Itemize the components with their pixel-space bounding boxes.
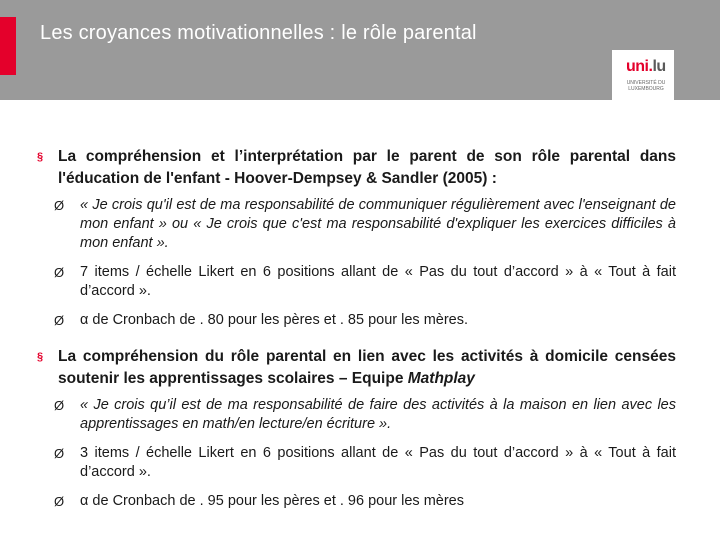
sub-bullet-2-1 [36,396,676,434]
sub-bullet-text: « Je crois qu’il est de ma responsabilité de faire des activités à la maison en lien avec les apprentissages en math/en lecture/en écriture ». [80,397,676,432]
arrow-bullet-icon: Ø [54,265,65,280]
sub-bullet-text: « Je crois qu'il est de ma responsabilité de communiquer régulièrement avec l'enseignant de mon enfant » ou « Je crois que c'est ma responsabilité d'expliquer les exercices difficiles à mon enfant ». [80,197,676,251]
arrow-bullet-icon: Ø [54,198,65,213]
sub-bullet-1-2 [36,263,676,301]
bullet-1 [36,146,676,190]
sub-bullet-2-3 [36,492,676,511]
arrow-bullet-icon: Ø [54,446,65,461]
bullet-2-text: La compréhension du rôle parental en lien avec les activités à domicile censées soutenir les apprentissages scolaires – Equipe [58,348,676,387]
logo-mark-tail: lu [652,58,666,75]
slide-content [36,146,676,511]
sub-bullet-text: 7 items / échelle Likert en 6 positions allant de « Pas du tout d’accord » à « Tout à fait d’accord ». [80,264,676,299]
logo-mark [626,58,666,76]
sub-bullet-text: α de Cronbach de . 95 pour les pères et . 96 pour les mères [80,493,464,509]
arrow-bullet-icon: Ø [54,313,65,328]
arrow-bullet-icon: Ø [54,494,65,509]
header-bar [0,0,720,100]
bullet-1-text: La compréhension et l’interprétation par le parent de son rôle parental dans l'éducation de l'enfant - Hoover-Dempsey & Sandler (2005) : [58,148,676,187]
sub-bullet-text: 3 items / échelle Likert en 6 positions allant de « Pas du tout d’accord » à « Tout à fait d’accord ». [80,445,676,480]
bullet-2 [36,346,676,390]
bullet-marker: § [37,151,44,163]
bullet-marker: § [37,351,44,363]
bullet-2-team-name: Mathplay [407,370,475,387]
sub-bullet-text: α de Cronbach de . 80 pour les pères et . 85 pour les mères. [80,312,469,328]
logo-subtext: UNIVERSITÉ DU LUXEMBOURG [626,80,666,92]
university-logo [612,50,674,100]
red-accent-bar [0,17,16,75]
logo-mark-main: uni. [626,58,653,75]
arrow-bullet-icon: Ø [54,398,65,413]
sub-bullet-1-3 [36,311,676,330]
slide-title: Les croyances motivationnelles : le rôle parental [40,22,477,44]
sub-bullet-2-2 [36,444,676,482]
sub-bullet-1-1 [36,196,676,253]
